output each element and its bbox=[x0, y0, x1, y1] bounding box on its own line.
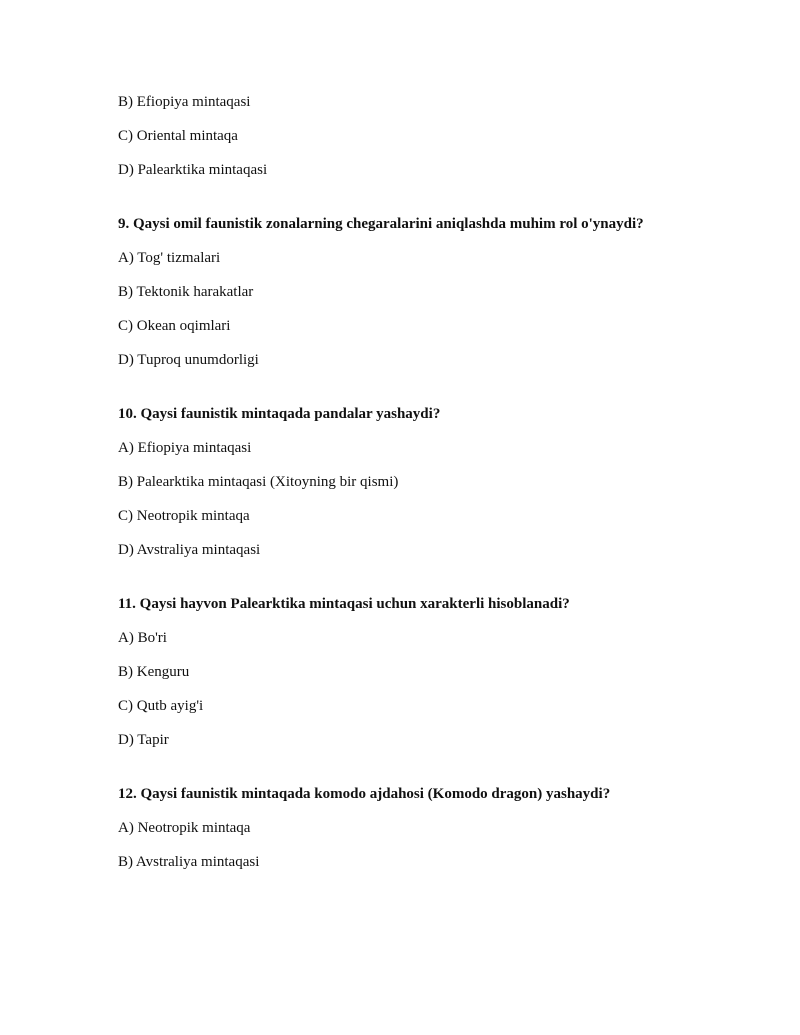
answer-option: D) Palearktika mintaqasi bbox=[118, 162, 268, 178]
answer-option: D) Tapir bbox=[118, 732, 169, 748]
answer-option: A) Neotropik mintaqa bbox=[118, 820, 251, 836]
question-text: 12. Qaysi faunistik mintaqada komodo ajdahosi (Komodo dragon) yashaydi? bbox=[118, 786, 611, 802]
question-text: 9. Qaysi omil faunistik zonalarning chegaralarini aniqlashda muhim rol o'ynaydi? bbox=[118, 216, 644, 232]
question-block-12 bbox=[118, 784, 758, 872]
question-text: 11. Qaysi hayvon Palearktika mintaqasi uchun xarakterli hisoblanadi? bbox=[118, 596, 570, 612]
answer-option: C) Oriental mintaqa bbox=[118, 128, 238, 144]
question-block-11 bbox=[118, 594, 758, 750]
answer-option: C) Qutb ayig'i bbox=[118, 698, 204, 714]
answer-option: D) Tuproq unumdorligi bbox=[118, 352, 259, 368]
question-text: 10. Qaysi faunistik mintaqada pandalar yashaydi? bbox=[118, 406, 441, 422]
answer-option: B) Efiopiya mintaqasi bbox=[118, 94, 251, 110]
answer-option: B) Kenguru bbox=[118, 664, 190, 680]
answer-option: C) Okean oqimlari bbox=[118, 318, 231, 334]
answer-option: A) Tog' tizmalari bbox=[118, 250, 221, 266]
answer-option: B) Avstraliya mintaqasi bbox=[118, 854, 260, 870]
previous-question-options bbox=[118, 92, 758, 180]
quiz-content bbox=[118, 92, 758, 886]
answer-option: B) Palearktika mintaqasi (Xitoyning bir qismi) bbox=[118, 474, 399, 490]
answer-option: A) Bo'ri bbox=[118, 630, 167, 646]
answer-option: A) Efiopiya mintaqasi bbox=[118, 440, 252, 456]
answer-option: C) Neotropik mintaqa bbox=[118, 508, 250, 524]
question-block-9 bbox=[118, 214, 758, 370]
question-block-10 bbox=[118, 404, 758, 560]
answer-option: D) Avstraliya mintaqasi bbox=[118, 542, 261, 558]
answer-option: B) Tektonik harakatlar bbox=[118, 284, 254, 300]
